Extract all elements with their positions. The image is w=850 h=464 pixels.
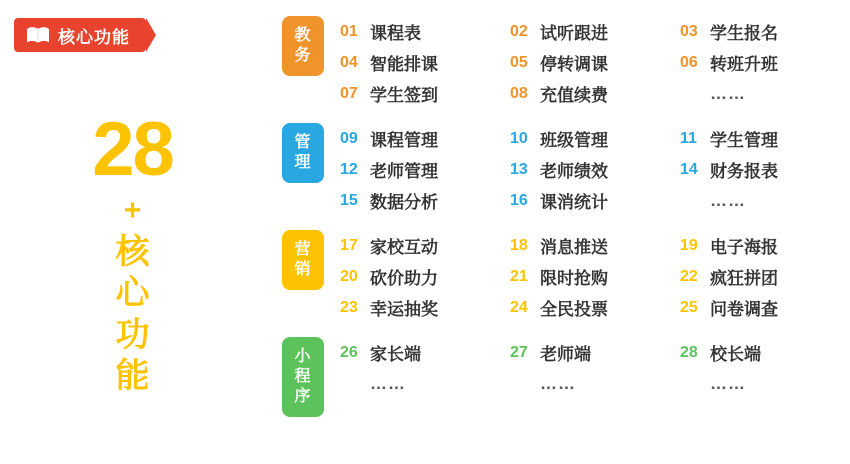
feature-count: 28 xyxy=(92,107,173,192)
group-tag-char: 务 xyxy=(294,47,312,64)
feature-item[interactable] xyxy=(510,126,680,151)
feature-number: 07 xyxy=(340,84,358,102)
feature-label: 问卷调查 xyxy=(710,300,778,319)
group-tag[interactable] xyxy=(282,16,324,76)
feature-label: 班级管理 xyxy=(540,131,608,150)
feature-label: 砍价助力 xyxy=(370,269,438,288)
left-panel xyxy=(0,0,265,464)
feature-number: 11 xyxy=(680,129,697,147)
feature-group xyxy=(282,123,842,216)
feature-item[interactable] xyxy=(340,295,510,320)
feature-number: 22 xyxy=(680,267,698,285)
feature-label: 老师管理 xyxy=(370,162,438,181)
feature-number: 09 xyxy=(340,129,358,147)
feature-item[interactable] xyxy=(680,233,850,258)
feature-label: 消息推送 xyxy=(540,238,608,257)
vertical-title xyxy=(0,232,265,398)
feature-item[interactable] xyxy=(340,188,510,213)
group-tag-char: 理 xyxy=(294,154,312,171)
feature-number: 05 xyxy=(510,53,528,71)
feature-number: 28 xyxy=(680,343,698,361)
feature-label: 智能排课 xyxy=(370,55,438,74)
feature-item[interactable] xyxy=(340,340,510,365)
feature-item[interactable] xyxy=(680,191,850,211)
feature-label: 校长端 xyxy=(710,345,761,364)
group-tag-char: 教 xyxy=(294,27,312,44)
feature-item[interactable] xyxy=(510,340,680,365)
feature-row xyxy=(340,368,850,399)
feature-ellipsis: …… xyxy=(540,373,576,393)
feature-row xyxy=(340,261,850,292)
feature-number: 04 xyxy=(340,53,358,71)
feature-label: 充值续费 xyxy=(540,86,608,105)
feature-item[interactable] xyxy=(340,157,510,182)
feature-number: 20 xyxy=(340,267,358,285)
feature-row xyxy=(340,337,850,368)
feature-number: 18 xyxy=(510,236,528,254)
feature-number: 21 xyxy=(510,267,528,285)
feature-group xyxy=(282,337,842,417)
feature-row xyxy=(340,78,850,109)
plus-sign: + xyxy=(123,194,142,227)
feature-number: 25 xyxy=(680,298,698,316)
vertical-title-char: 心 xyxy=(115,274,150,313)
group-tag-char: 小 xyxy=(294,348,312,365)
feature-label: 疯狂拼团 xyxy=(710,269,778,288)
feature-number: 23 xyxy=(340,298,358,316)
vertical-title-char: 功 xyxy=(115,315,150,354)
feature-label: 老师绩效 xyxy=(540,162,608,181)
feature-item[interactable] xyxy=(510,81,680,106)
group-tag-char: 程 xyxy=(294,368,312,385)
feature-label: 学生管理 xyxy=(710,131,778,150)
feature-row xyxy=(340,16,850,47)
feature-item[interactable] xyxy=(340,374,510,394)
feature-item[interactable] xyxy=(340,126,510,151)
feature-row xyxy=(340,185,850,216)
feature-label: 数据分析 xyxy=(370,193,438,212)
feature-item[interactable] xyxy=(680,295,850,320)
feature-number: 03 xyxy=(680,22,698,40)
group-tag-char: 管 xyxy=(294,134,312,151)
feature-item[interactable] xyxy=(510,50,680,75)
feature-number: 16 xyxy=(510,191,528,209)
feature-number: 24 xyxy=(510,298,528,316)
feature-number: 13 xyxy=(510,160,528,178)
book-icon xyxy=(26,26,50,44)
feature-item[interactable] xyxy=(680,264,850,289)
feature-label: 幸运抽奖 xyxy=(370,300,438,319)
feature-item[interactable] xyxy=(510,295,680,320)
feature-item[interactable] xyxy=(680,19,850,44)
feature-ellipsis: …… xyxy=(710,373,746,393)
feature-item[interactable] xyxy=(510,264,680,289)
feature-number: 08 xyxy=(510,84,528,102)
feature-item[interactable] xyxy=(340,233,510,258)
feature-label: 家长端 xyxy=(370,345,421,364)
feature-item[interactable] xyxy=(340,50,510,75)
group-tag-char: 序 xyxy=(294,388,312,405)
feature-row xyxy=(340,123,850,154)
feature-label: 课程管理 xyxy=(370,131,438,150)
group-rows xyxy=(324,337,850,399)
feature-label: 电子海报 xyxy=(710,238,778,257)
feature-label: 停转调课 xyxy=(540,55,608,74)
vertical-title-char: 核 xyxy=(115,233,150,271)
feature-number: 15 xyxy=(340,191,358,209)
feature-item[interactable] xyxy=(340,19,510,44)
feature-ellipsis: …… xyxy=(370,373,406,393)
feature-item[interactable] xyxy=(510,374,680,394)
group-rows xyxy=(324,16,850,109)
feature-item[interactable] xyxy=(680,126,850,151)
feature-label: 课程表 xyxy=(370,24,421,43)
feature-label: 学生签到 xyxy=(370,86,438,105)
badge-label: 核心功能 xyxy=(58,27,130,47)
feature-group xyxy=(282,230,842,323)
feature-ellipsis: …… xyxy=(710,83,746,103)
feature-item[interactable] xyxy=(510,188,680,213)
vertical-title-char: 能 xyxy=(115,357,150,396)
feature-item[interactable] xyxy=(680,50,850,75)
group-tag[interactable] xyxy=(282,230,324,290)
feature-item[interactable] xyxy=(510,157,680,182)
feature-number: 12 xyxy=(340,160,358,178)
core-features-badge xyxy=(14,18,146,52)
group-tag-char: 营 xyxy=(294,241,312,258)
feature-number: 06 xyxy=(680,53,698,71)
feature-row xyxy=(340,292,850,323)
feature-label: 课消统计 xyxy=(540,193,608,212)
feature-label: 家校互动 xyxy=(370,238,438,257)
feature-label: 试听跟进 xyxy=(540,24,608,43)
feature-group xyxy=(282,16,842,109)
feature-number: 19 xyxy=(680,236,698,254)
feature-item[interactable] xyxy=(340,81,510,106)
feature-label: 限时抢购 xyxy=(540,269,608,288)
feature-item[interactable] xyxy=(510,233,680,258)
feature-item[interactable] xyxy=(510,19,680,44)
feature-number: 02 xyxy=(510,22,528,40)
feature-item[interactable] xyxy=(680,340,850,365)
feature-label: 全民投票 xyxy=(540,300,608,319)
group-rows xyxy=(324,230,850,323)
feature-row xyxy=(340,154,850,185)
feature-groups xyxy=(282,16,842,431)
feature-row xyxy=(340,230,850,261)
feature-number: 17 xyxy=(340,236,358,254)
feature-label: 财务报表 xyxy=(710,162,778,181)
group-rows xyxy=(324,123,850,216)
feature-item[interactable] xyxy=(680,157,850,182)
feature-item[interactable] xyxy=(340,264,510,289)
feature-number: 26 xyxy=(340,343,358,361)
feature-row xyxy=(340,47,850,78)
feature-label: 转班升班 xyxy=(710,55,778,74)
feature-label: 学生报名 xyxy=(710,24,778,43)
feature-number: 14 xyxy=(680,160,698,178)
group-tag-char: 销 xyxy=(294,261,312,278)
feature-number: 01 xyxy=(340,22,358,40)
feature-item[interactable] xyxy=(680,374,850,394)
feature-number: 10 xyxy=(510,129,528,147)
feature-label: 老师端 xyxy=(540,345,591,364)
feature-ellipsis: …… xyxy=(710,190,746,210)
group-tag[interactable] xyxy=(282,337,324,417)
group-tag[interactable] xyxy=(282,123,324,183)
feature-number: 27 xyxy=(510,343,528,361)
feature-item[interactable] xyxy=(680,84,850,104)
